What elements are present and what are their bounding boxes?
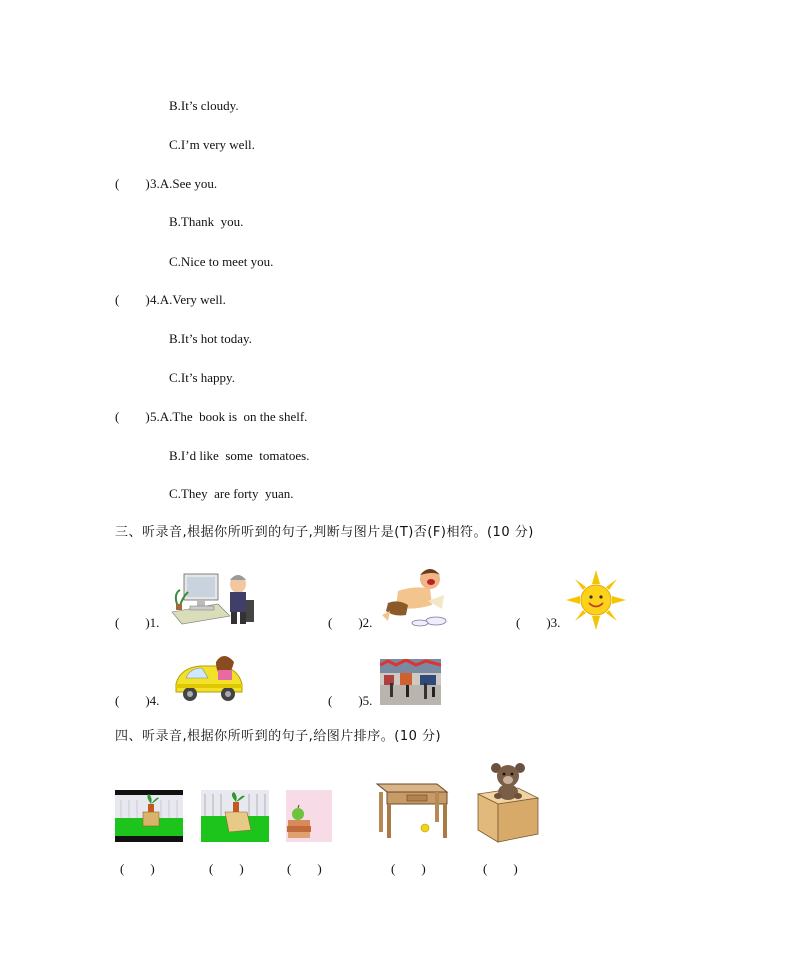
answer-bracket: ( ) — [287, 861, 322, 876]
answer-bracket: ( ) — [209, 861, 244, 876]
sun-image — [566, 570, 626, 630]
answer-bracket: ( ) — [391, 861, 426, 876]
apple-on-books-image — [286, 790, 332, 842]
section-3-heading: 三、听录音,根据你所听到的句子,判断与图片是(T)否(F)相符。(10 分) — [115, 525, 534, 540]
question-option: B.I’d like some tomatoes. — [169, 448, 310, 463]
answer-bracket: ( ) — [115, 292, 150, 307]
question-option: C.They are forty yuan. — [169, 486, 294, 501]
teddy-bear-on-box-image — [476, 762, 540, 844]
answer-bracket: ( ) — [115, 176, 150, 191]
question-option: C.It’s happy. — [169, 370, 235, 385]
question-option: B.Thank you. — [169, 214, 244, 229]
item-label: ( )5. — [328, 693, 373, 708]
plant-on-box-scene-image — [115, 790, 183, 842]
question-option: 5.A.The book is on the shelf. — [150, 409, 308, 424]
girl-in-car-image — [172, 654, 246, 702]
item-label: ( )1. — [115, 615, 160, 630]
item-label: ( )3. — [516, 615, 561, 630]
section-4-heading: 四、听录音,根据你所听到的句子,给图片排序。(10 分) — [115, 729, 442, 744]
question-option: B.It’s hot today. — [169, 331, 252, 346]
item-label: ( )4. — [115, 693, 160, 708]
question-option: C.Nice to meet you. — [169, 254, 274, 269]
answer-bracket: ( ) — [483, 861, 518, 876]
question-option: 4.A.Very well. — [150, 292, 226, 307]
plant-in-box-scene-image — [201, 790, 269, 842]
desk-with-ball-image — [375, 778, 449, 842]
question-option: C.I’m very well. — [169, 137, 255, 152]
eating-boy-image — [378, 565, 448, 629]
question-option: 3.A.See you. — [150, 176, 218, 191]
street-scene-photo — [380, 659, 441, 705]
question-option: B.It’s cloudy. — [169, 98, 239, 113]
item-label: ( )2. — [328, 615, 373, 630]
answer-bracket: ( ) — [120, 861, 155, 876]
answer-bracket: ( ) — [115, 409, 150, 424]
office-worker-computer-image — [168, 568, 256, 626]
